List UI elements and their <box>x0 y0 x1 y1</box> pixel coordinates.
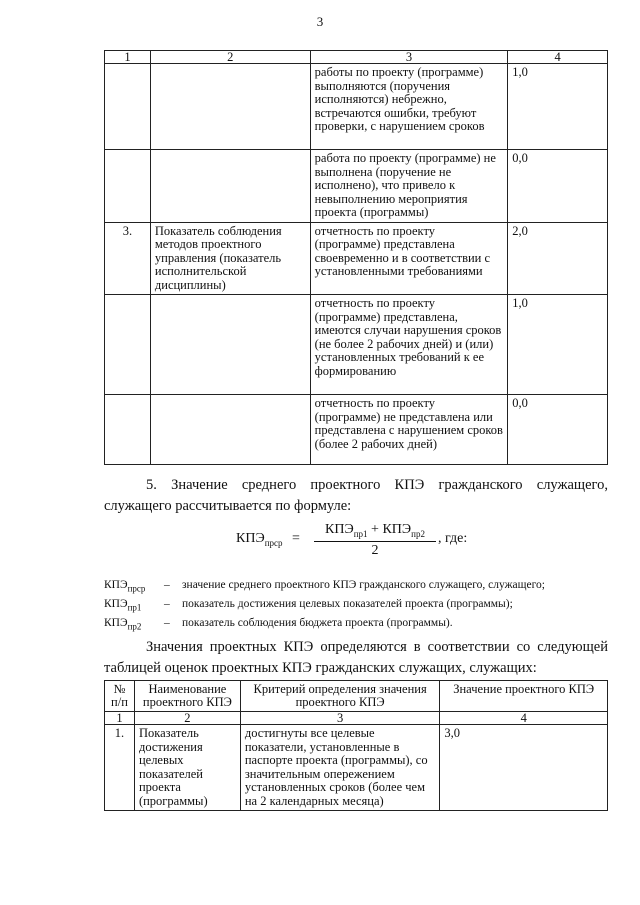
column-number-4: 4 <box>440 712 608 725</box>
column-number-2: 2 <box>134 712 240 725</box>
indicator-name <box>150 64 310 150</box>
kpi-value: 1,0 <box>508 295 608 395</box>
definition-text: показатель соблюдения бюджета проекта (программы). <box>182 617 453 629</box>
column-header-value: Значение проектного КПЭ <box>440 681 608 712</box>
table-row <box>105 295 608 395</box>
kpi-value: 3,0 <box>440 725 608 811</box>
column-number-1: 1 <box>105 51 151 64</box>
definition-subscript: прср <box>127 583 146 594</box>
column-number-2: 2 <box>150 51 310 64</box>
criterion-text: работы по проекту (программе) выполняются (поручения исполняются) небрежно, встречаются ошибки, требуют проверки, с нарушением сроков <box>310 64 508 150</box>
definition-dash: – <box>164 598 170 610</box>
table-row <box>105 222 608 295</box>
indicator-name: Показатель соблюдения методов проектного управления (показатель исполнительской дисциплины) <box>150 222 310 295</box>
kpi-value: 1,0 <box>508 64 608 150</box>
indicator-name <box>150 295 310 395</box>
project-kpi-evaluation-table <box>104 680 608 811</box>
paragraph-5: 5. Значение среднего проектного КПЭ гражданского служащего, служащего рассчитывается по формуле: <box>104 477 608 514</box>
definition-dash: – <box>164 579 170 591</box>
table2-intro-paragraph: Значения проектных КПЭ определяются в соответствии со следующей таблицей оценок проектных КПЭ гражданских служащих, служащих: <box>104 639 608 676</box>
criterion-text: отчетность по проекту (программе) представлена, имеются случаи нарушения сроков (не более 2 рабочих дней) и (или) установленных требований к ее формированию <box>310 295 508 395</box>
criterion-text: отчетность по проекту (программе) не представлена или представлена с нарушением сроков (более 2 рабочих дней) <box>310 395 508 465</box>
average-kpi-formula <box>236 522 496 562</box>
table-header-row <box>105 51 608 64</box>
definition-text: значение среднего проектного КПЭ гражданского служащего, служащего; <box>182 579 545 591</box>
column-header-kpi-name: Наименование проектного КПЭ <box>134 681 240 712</box>
kpi-name: Показатель достижения целевых показателей проекта (программы) <box>134 725 240 811</box>
page-number: 3 <box>316 14 324 29</box>
indicator-name <box>150 150 310 223</box>
kpi-criteria-table-continued <box>104 50 608 465</box>
formula-plus: + <box>371 522 379 537</box>
indicator-name <box>150 395 310 465</box>
kpi-value: 0,0 <box>508 150 608 223</box>
row-number: 1. <box>105 725 135 811</box>
formula-lhs-subscript: прср <box>264 537 283 548</box>
row-number <box>105 395 151 465</box>
column-number-3: 3 <box>240 712 440 725</box>
formula-equals: = <box>292 531 300 546</box>
row-number <box>105 150 151 223</box>
column-header-criterion: Критерий определения значения проектного КПЭ <box>240 681 440 712</box>
row-number <box>105 64 151 150</box>
definition-symbol: КПЭ <box>104 617 128 629</box>
criterion-text: достигнуты все целевые показатели, установленные в паспорте проекта (программы), со значительным опережением установленных сроков (более чем на 2 календарных месяца) <box>240 725 440 811</box>
definition-text: показатель достижения целевых показателей проекта (программы); <box>182 598 513 610</box>
formula-lhs-symbol: КПЭ <box>236 531 265 546</box>
row-number <box>105 295 151 395</box>
row-number: 3. <box>105 222 151 295</box>
column-numbering-row <box>105 712 608 725</box>
formula-term-a: КПЭ <box>325 522 354 537</box>
kpi-value: 2,0 <box>508 222 608 295</box>
fraction-bar <box>314 541 436 542</box>
definition-symbol: КПЭ <box>104 579 128 591</box>
table-row <box>105 64 608 150</box>
table-row <box>105 725 608 811</box>
definition-subscript: пр2 <box>127 621 142 632</box>
definition-symbol: КПЭ <box>104 598 128 610</box>
table-header-row <box>105 681 608 712</box>
formula-term-b-subscript: пр2 <box>411 528 425 539</box>
criterion-text: отчетность по проекту (программе) представлена своевременно и в соответствии с установленными требованиями <box>310 222 508 295</box>
formula-denominator: 2 <box>371 543 379 558</box>
criterion-text: работа по проекту (программе) не выполнена (поручение не исполнено), что привело к невыполнению мероприятия проекта (программы) <box>310 150 508 223</box>
definition-dash: – <box>164 617 170 629</box>
column-number-1: 1 <box>105 712 135 725</box>
table-row <box>105 150 608 223</box>
column-number-3: 3 <box>310 51 508 64</box>
column-number-4: 4 <box>508 51 608 64</box>
formula-term-b: КПЭ <box>382 522 412 537</box>
kpi-value: 0,0 <box>508 395 608 465</box>
definition-subscript: пр1 <box>127 602 142 613</box>
table-row <box>105 395 608 465</box>
formula-suffix: , где: <box>438 531 468 546</box>
column-header-number: № п/п <box>105 681 135 712</box>
formula-term-a-subscript: пр1 <box>353 528 368 539</box>
